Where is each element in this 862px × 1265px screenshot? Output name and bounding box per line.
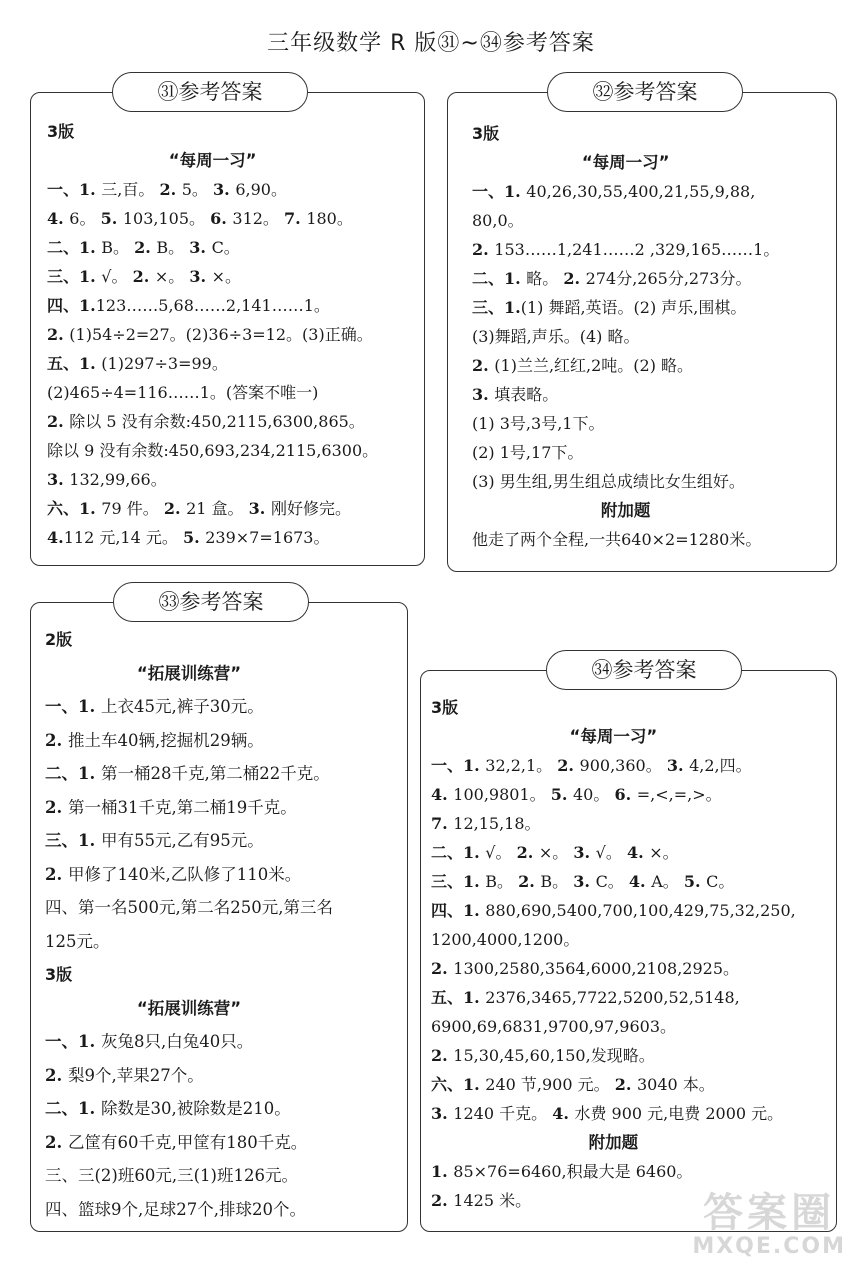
answer-line [45, 791, 333, 825]
question-number: 三、1. [47, 267, 102, 286]
answer-text: 甲修了140米,乙队修了110米。 [67, 864, 302, 884]
answer-text: 他走了两个全程,一共640×2=1280米。 [472, 530, 762, 549]
watermark-url: MXQE.COM [692, 1234, 846, 1259]
answer-text: 40,26,30,55,400,21,55,9,88, [526, 182, 756, 201]
answer-text: ×。 [538, 843, 574, 862]
answer-line [472, 177, 779, 206]
answer-text: 第一桶31千克,第二桶19千克。 [67, 797, 297, 817]
answer-text: 239×7=1673。 [205, 528, 330, 547]
answer-lines [431, 693, 796, 1215]
answer-line [47, 349, 378, 378]
answer-lines [47, 117, 378, 552]
answer-line [431, 751, 796, 780]
answer-line [431, 925, 796, 954]
answer-line [47, 465, 378, 494]
answer-text: ×。 [211, 267, 242, 286]
answer-line [431, 954, 796, 983]
answer-text: 四、篮球9个,足球27个,排球20个。 [45, 1199, 306, 1219]
answer-text: 5。 [181, 180, 214, 199]
answer-box-34 [420, 670, 837, 1232]
question-number: 六、1. [47, 499, 102, 518]
section-title-32: ㉜参考答案 [547, 72, 743, 112]
answer-line [45, 824, 333, 858]
edition-label: 2版 [45, 630, 73, 649]
question-number: 二、1. [431, 843, 486, 862]
answer-text: =,<,=,>。 [636, 785, 722, 804]
answer-text: 40。 [573, 785, 615, 804]
question-number: 2. [431, 1191, 454, 1210]
question-number: 2. [47, 325, 70, 344]
answer-line [472, 409, 779, 438]
subsection-heading: 附加题 [588, 1133, 639, 1152]
question-number: 三、1. [431, 872, 486, 891]
answer-line [47, 204, 378, 233]
answer-text: (1)297÷3=99。 [101, 354, 228, 373]
page-title: 三年级数学 R 版㉛~㉞参考答案 [267, 31, 595, 56]
edition-label: 3版 [45, 965, 73, 984]
answer-text: 6。 [69, 209, 101, 228]
answer-text: √。 [595, 843, 627, 862]
answer-text: 甲有55元,乙有95元。 [100, 831, 264, 850]
answer-line [431, 838, 796, 867]
answer-text: 240 节,900 元。 [485, 1075, 615, 1094]
answer-line [47, 262, 378, 291]
answer-text: 梨9个,苹果27个。 [67, 1065, 204, 1085]
question-number: 3. [472, 385, 495, 404]
answer-line [431, 867, 796, 896]
section-title-33: ㉝参考答案 [113, 582, 309, 622]
answer-text: 1240 千克。 [453, 1104, 553, 1123]
section-title-31: ㉛参考答案 [112, 72, 308, 112]
answer-line [47, 523, 378, 552]
answer-text: 6900,69,6831,9700,97,9603。 [431, 1017, 677, 1036]
answer-line [45, 858, 333, 892]
answer-line [45, 1126, 333, 1160]
answer-line [45, 757, 333, 791]
answer-text: (2) 1号,17下。 [472, 443, 584, 462]
answer-text: (3) 男生组,男生组总成绩比女生组好。 [472, 472, 745, 491]
answer-text: 水费 900 元,电费 2000 元。 [574, 1104, 784, 1123]
question-number: 7. [431, 814, 454, 833]
question-number: 2. [132, 267, 155, 286]
question-number: 2. [563, 269, 586, 288]
answer-line [431, 896, 796, 925]
answer-line [472, 351, 779, 380]
question-number: 4. [431, 785, 454, 804]
question-number: 一、1. [431, 756, 486, 775]
answer-text: 79 件。 [101, 499, 164, 518]
answer-line [472, 525, 779, 554]
question-number: 2. [557, 756, 580, 775]
question-number: 6. [210, 209, 233, 228]
question-number: 一、1. [472, 182, 527, 201]
subsection-heading: “每周一习” [168, 151, 257, 170]
question-number: 2. [518, 872, 541, 891]
question-number: 2. [516, 843, 539, 862]
answer-box-32 [447, 92, 837, 572]
answer-text: 除以 5 没有余数:450,2115,6300,865。 [69, 412, 365, 431]
question-number: 2. [431, 959, 454, 978]
question-number: 3. [189, 267, 212, 286]
edition-label: 3版 [47, 122, 75, 141]
answer-text: B。 [156, 238, 190, 257]
answer-text: 153……1,241……2 ,329,165……1。 [494, 240, 780, 259]
answer-text: 12,15,18。 [453, 814, 541, 833]
answer-text: 灰兔8只,白兔40只。 [100, 1032, 254, 1051]
answer-text: ×。 [649, 843, 679, 862]
edition-label: 3版 [472, 124, 500, 143]
answer-text: C。 [706, 872, 735, 891]
answer-line [431, 780, 796, 809]
question-number: 5. [100, 209, 123, 228]
answer-text: 3040 本。 [637, 1075, 715, 1094]
question-number: 6. [614, 785, 637, 804]
section-title-34: ㉞参考答案 [546, 650, 742, 690]
question-number: 3. [666, 756, 690, 775]
question-number: 一、1. [45, 1032, 101, 1051]
answer-text: (1) 舞蹈,英语。(2) 声乐,围棋。 [520, 298, 747, 317]
answer-text: 2376,3465,7722,5200,52,5148, [485, 988, 740, 1007]
answer-line [47, 233, 378, 262]
question-number: 5. [683, 872, 707, 891]
answer-line [431, 983, 796, 1012]
watermark-logo-text: 答案圈 [703, 1190, 836, 1236]
answer-line [431, 1041, 796, 1070]
answer-text: 刚好修完。 [270, 499, 351, 518]
answer-text: 103,105。 [122, 209, 211, 228]
question-number: 4. [628, 872, 652, 891]
answer-line [472, 235, 779, 264]
question-number: 4. [626, 843, 650, 862]
answer-box-31 [30, 92, 425, 566]
answer-line [45, 1193, 333, 1227]
answer-line [431, 1070, 796, 1099]
question-number: 2. [614, 1075, 637, 1094]
question-number: 1. [431, 1162, 454, 1181]
answer-text: 900,360。 [579, 756, 667, 775]
answer-text: 三,百。 [101, 180, 160, 199]
answer-line [45, 891, 333, 925]
question-number: 3. [213, 180, 236, 199]
question-number: 2. [45, 730, 68, 750]
answer-text: 180。 [306, 209, 353, 228]
subsection-heading: “每周一习” [569, 727, 658, 746]
question-number: 2. [45, 797, 68, 817]
question-number: 二、1. [45, 764, 101, 783]
answer-text: 274分,265分,273分。 [585, 269, 752, 288]
answer-text: 112 元,14 元。 [63, 528, 183, 547]
answer-text: 6,90。 [235, 180, 287, 199]
question-number: 二、1. [472, 269, 527, 288]
answer-line [472, 467, 779, 496]
question-number: 2. [472, 240, 495, 259]
question-number: 2. [47, 412, 70, 431]
watermark [692, 1191, 846, 1259]
answer-text: 四、第一名500元,第二名250元,第三名 [45, 898, 333, 917]
answer-line [47, 494, 378, 523]
answer-text: C。 [211, 238, 240, 257]
question-number: 五、1. [431, 988, 486, 1007]
answer-lines [472, 119, 779, 554]
question-number: 4. [47, 209, 70, 228]
answer-text: 15,30,45,60,150,发现略。 [453, 1046, 655, 1065]
answer-text: 880,690,5400,700,100,429,75,32,250, [485, 901, 796, 920]
answer-text: 乙筐有60千克,甲筐有180千克。 [67, 1132, 308, 1152]
answer-text: 三、三(2)班60元,三(1)班126元。 [45, 1166, 298, 1185]
answer-text: C。 [595, 872, 629, 891]
question-number: 一、1. [47, 180, 102, 199]
answer-line [472, 293, 779, 322]
answer-text: 略。 [526, 269, 564, 288]
answer-line [45, 1092, 333, 1126]
question-number: 二、1. [45, 1099, 101, 1118]
answer-text: √。 [485, 843, 517, 862]
answer-text: 125元。 [45, 931, 110, 951]
answer-text: 100,9801。 [453, 785, 551, 804]
answer-text: (2)465÷4=116……1。(答案不唯一) [47, 383, 319, 402]
answer-text: B。 [540, 872, 574, 891]
answer-line [45, 925, 333, 959]
answer-text: 4,2,四。 [689, 756, 752, 775]
answer-line [431, 809, 796, 838]
edition-label: 3版 [431, 698, 459, 717]
answer-box-33 [30, 602, 408, 1232]
answer-text: A。 [651, 872, 684, 891]
answer-line [47, 407, 378, 436]
answer-line [47, 291, 378, 320]
answer-text: B。 [101, 238, 135, 257]
question-number: 3. [573, 872, 596, 891]
question-number: 2. [45, 864, 68, 884]
answer-text: (1)54÷2=27。(2)36÷3=12。(3)正确。 [69, 325, 373, 344]
answer-line [47, 436, 378, 465]
answer-text: 除数是30,被除数是210。 [100, 1099, 291, 1118]
answer-line [472, 438, 779, 467]
question-number: 7. [284, 209, 307, 228]
answer-line [47, 175, 378, 204]
answer-text: √。 [101, 267, 133, 286]
question-number: 五、1. [47, 354, 102, 373]
question-number: 三、1. [45, 831, 101, 850]
answer-text: 80,0。 [472, 211, 524, 230]
question-number: 2. [431, 1046, 454, 1065]
answer-text: (1) 3号,3号,1下。 [472, 414, 605, 433]
answer-line [45, 1025, 333, 1059]
answer-line [45, 1059, 333, 1093]
answer-text: 推土车40辆,挖掘机29辆。 [67, 730, 264, 750]
answer-text: (3)舞蹈,声乐。(4) 略。 [472, 327, 640, 346]
question-number: 4. [47, 528, 64, 547]
answer-text: 32,2,1。 [485, 756, 558, 775]
answer-text: 85×76=6460,积最大是 6460。 [453, 1162, 693, 1181]
answer-text: 132,99,66。 [69, 470, 167, 489]
answer-text: 1425 米。 [453, 1191, 532, 1210]
answer-text: 上衣45元,裤子30元。 [100, 697, 264, 716]
answer-text: 1300,2580,3564,6000,2108,2925。 [453, 959, 740, 978]
question-number: 二、1. [47, 238, 102, 257]
subsection-heading: “每周一习” [581, 153, 670, 172]
answer-line [45, 690, 333, 724]
answer-line [47, 378, 378, 407]
question-number: 3. [431, 1104, 454, 1123]
answer-text: B。 [485, 872, 519, 891]
question-number: 3. [248, 499, 271, 518]
answer-text: 第一桶28千克,第二桶22千克。 [100, 764, 330, 783]
question-number: 5. [182, 528, 206, 547]
subsection-heading: “拓展训练营” [136, 998, 242, 1018]
question-number: 3. [573, 843, 596, 862]
question-number: 六、1. [431, 1075, 486, 1094]
answer-line [472, 322, 779, 351]
answer-line [431, 1012, 796, 1041]
subsection-heading: “拓展训练营” [136, 663, 242, 683]
question-number: 2. [472, 356, 495, 375]
answer-line [431, 1157, 796, 1186]
answer-text: (1)兰兰,红红,2吨。(2) 略。 [494, 356, 694, 375]
question-number: 5. [550, 785, 573, 804]
answer-text: 123……5,68……2,141……1。 [95, 296, 330, 315]
answer-line [472, 380, 779, 409]
answer-line [45, 1159, 333, 1193]
answer-text: 除以 9 没有余数:450,693,234,2115,6300。 [47, 441, 379, 460]
answer-lines [45, 623, 333, 1226]
subsection-heading: 附加题 [600, 501, 651, 520]
answer-line [472, 264, 779, 293]
answer-text: ×。 [154, 267, 190, 286]
answer-text: 填表略。 [494, 385, 559, 404]
answer-line [431, 1099, 796, 1128]
question-number: 四、1. [47, 296, 96, 315]
question-number: 3. [189, 238, 212, 257]
question-number: 2. [163, 499, 187, 518]
answer-line [47, 320, 378, 349]
question-number: 2. [45, 1132, 68, 1152]
question-number: 2. [134, 238, 157, 257]
question-number: 一、1. [45, 697, 101, 716]
answer-text: 312。 [232, 209, 285, 228]
question-number: 2. [45, 1065, 68, 1085]
question-number: 2. [159, 180, 182, 199]
answer-text: 21 盒。 [186, 499, 249, 518]
answer-line [472, 206, 779, 235]
answer-text: 1200,4000,1200。 [431, 930, 580, 949]
question-number: 四、1. [431, 901, 486, 920]
question-number: 3. [47, 470, 70, 489]
question-number: 三、1. [472, 298, 521, 317]
answer-line [45, 724, 333, 758]
question-number: 4. [552, 1104, 575, 1123]
